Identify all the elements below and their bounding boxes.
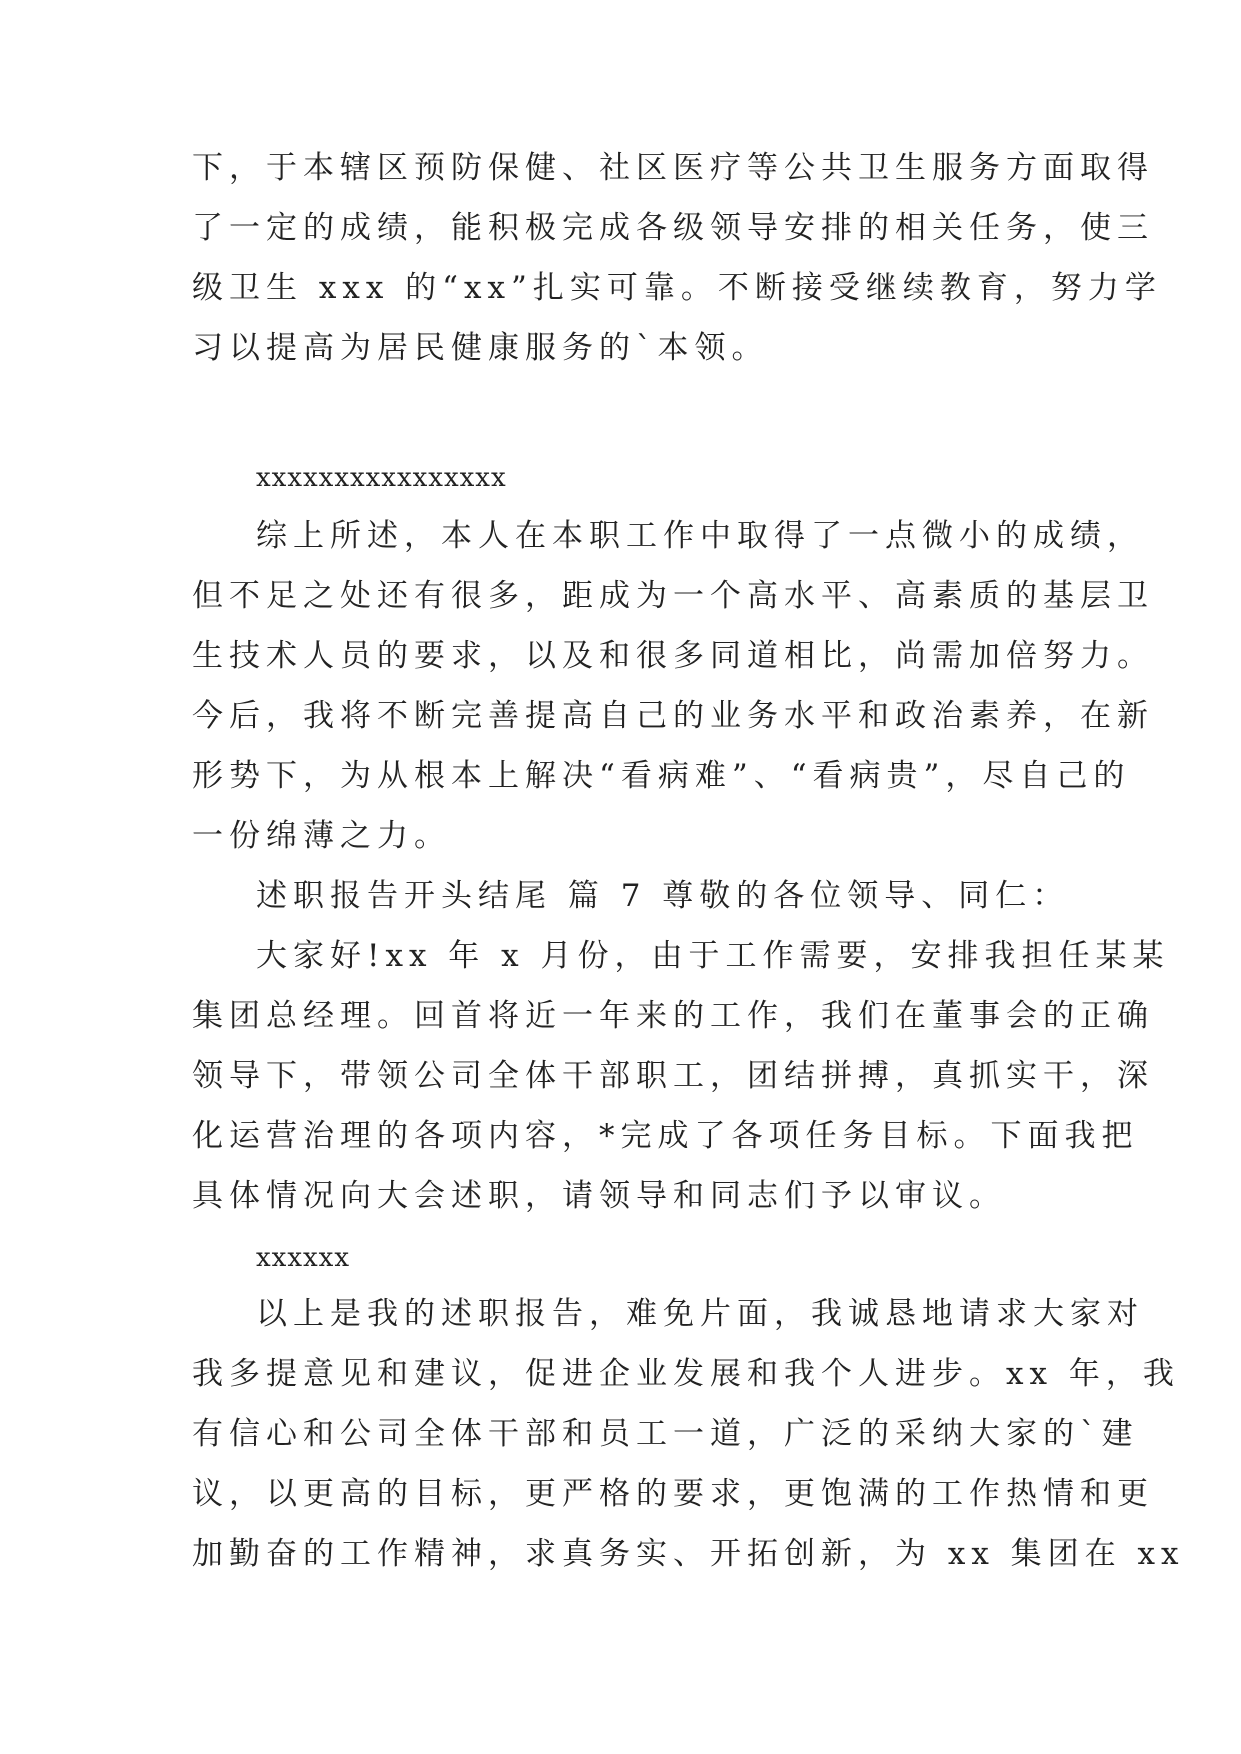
section-heading: xxxxxxxxxxxxxxxx <box>256 463 507 493</box>
text-line: 了一定的成绩，能积极完成各级领导安排的相关任务，使三 <box>192 210 1154 246</box>
paragraph-start: 大家好!xx 年 x 月份，由于工作需要，安排我担任某某 <box>256 938 1170 974</box>
text-line: 一份绵薄之力。 <box>192 818 451 854</box>
text-line: 习以提高为居民健康服务的`本领。 <box>192 330 769 366</box>
report-heading: 述职报告开头结尾 篇 7 尊敬的各位领导、同仁： <box>256 878 1070 914</box>
text-line: 下，于本辖区预防保健、社区医疗等公共卫生服务方面取得 <box>192 150 1154 186</box>
text-line: 集团总经理。回首将近一年来的工作，我们在董事会的正确 <box>192 998 1154 1034</box>
section-heading: xxxxxx <box>256 1243 350 1273</box>
text-line: 但不足之处还有很多，距成为一个高水平、高素质的基层卫 <box>192 578 1154 614</box>
paragraph-start: 综上所述，本人在本职工作中取得了一点微小的成绩， <box>256 518 1144 554</box>
text-line: 领导下，带领公司全体干部职工，团结拼搏，真抓实干，深 <box>192 1058 1154 1094</box>
text-line: 议，以更高的目标，更严格的要求，更饱满的工作热情和更 <box>192 1476 1154 1512</box>
text-line: 级卫生 xxx 的“xx”扎实可靠。不断接受继续教育，努力学 <box>192 270 1162 306</box>
text-line: 化运营治理的各项内容，*完成了各项任务目标。下面我把 <box>192 1118 1139 1154</box>
text-line: 加勤奋的工作精神，求真务实、开拓创新，为 xx 集团在 xx <box>192 1536 1185 1572</box>
paragraph-start: 以上是我的述职报告，难免片面，我诚恳地请求大家对 <box>256 1296 1144 1332</box>
text-line: 形势下，为从根本上解决“看病难”、“看病贵”，尽自己的 <box>192 758 1131 794</box>
text-line: 有信心和公司全体干部和员工一道，广泛的采纳大家的`建 <box>192 1416 1139 1452</box>
text-line: 生技术人员的要求，以及和很多同道相比，尚需加倍努力。 <box>192 638 1154 674</box>
text-line: 我多提意见和建议，促进企业发展和我个人进步。xx 年，我 <box>192 1356 1180 1392</box>
text-line: 具体情况向大会述职，请领导和同志们予以审议。 <box>192 1178 1006 1214</box>
text-line: 今后，我将不断完善提高自己的业务水平和政治素养，在新 <box>192 698 1154 734</box>
